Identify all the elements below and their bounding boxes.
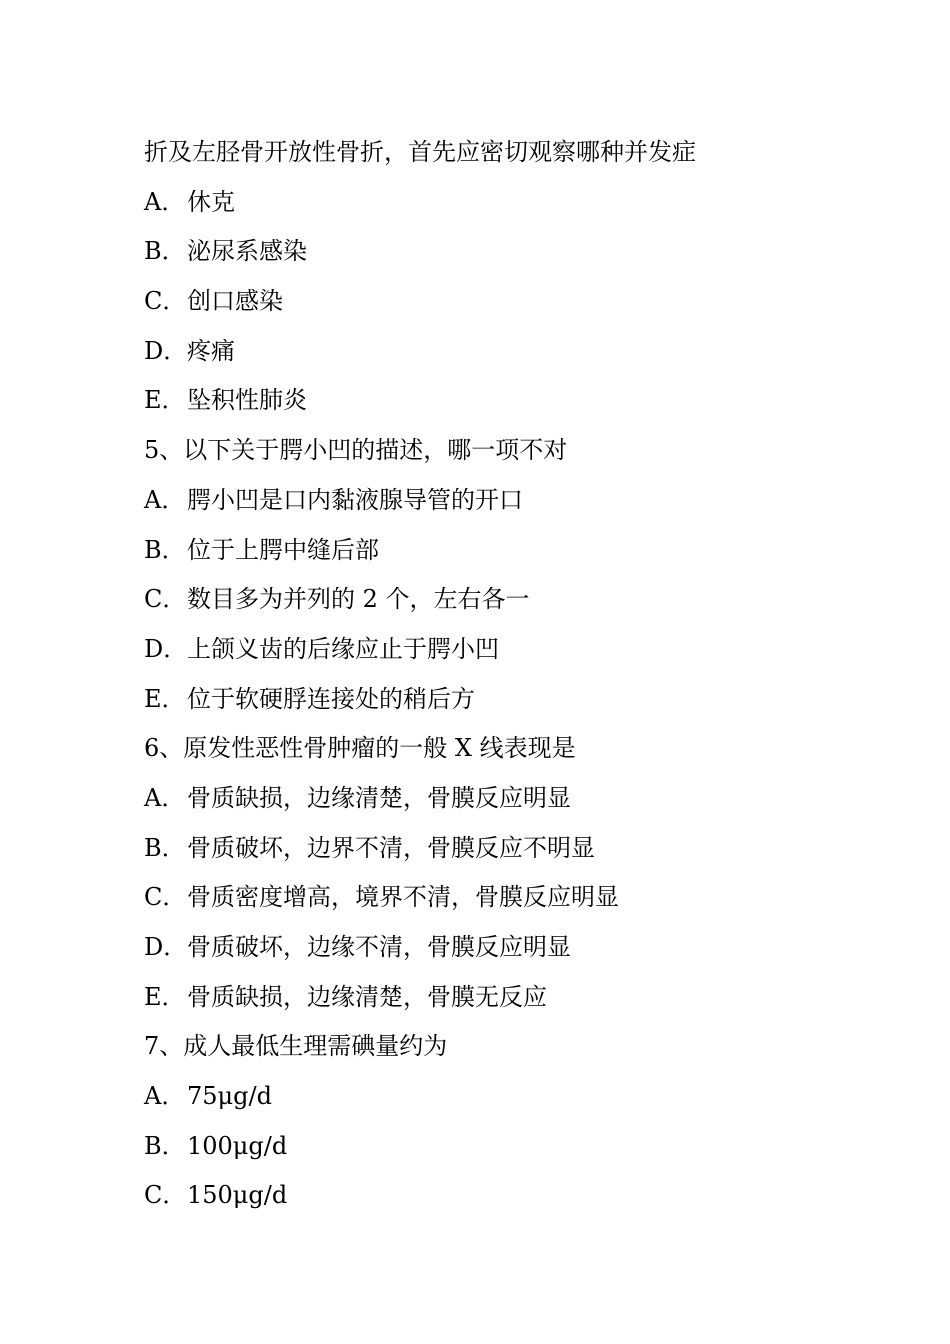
option-letter: E． xyxy=(144,386,186,415)
option-letter: C． xyxy=(144,287,187,316)
option-letter: A． xyxy=(144,1082,186,1111)
option-letter: B． xyxy=(144,237,186,266)
option-text: 150μg/d xyxy=(187,1181,288,1210)
option-d xyxy=(144,625,910,675)
option-text: 骨质破坏，边界不清，骨膜反应不明显 xyxy=(187,833,595,862)
option-e xyxy=(144,376,910,426)
option-b xyxy=(144,1122,910,1172)
option-a xyxy=(144,1072,910,1122)
option-letter: D． xyxy=(144,933,188,961)
option-letter: A． xyxy=(144,187,186,216)
option-letter: E． xyxy=(144,982,186,1011)
option-a xyxy=(144,178,910,228)
option-text: 疼痛 xyxy=(187,336,235,365)
option-c xyxy=(144,277,910,327)
option-d xyxy=(144,327,910,377)
option-letter: E． xyxy=(144,684,186,713)
question-stem-continuation: 折及左胫骨开放性骨折，首先应密切观察哪种并发症 xyxy=(144,138,696,166)
option-text: 骨质破坏，边缘不清，骨膜反应明显 xyxy=(187,933,571,961)
option-e xyxy=(144,675,910,725)
option-letter: A． xyxy=(144,783,186,812)
option-letter: B． xyxy=(144,535,186,564)
option-text: 休克 xyxy=(187,187,235,216)
option-c xyxy=(144,575,910,625)
option-letter: C． xyxy=(144,883,187,912)
option-c xyxy=(144,1171,910,1221)
question-6: 6、原发性恶性骨肿瘤的一般 X 线表现是 xyxy=(144,734,576,763)
option-letter: B． xyxy=(144,833,186,862)
option-letter: B． xyxy=(144,1131,186,1160)
option-text: 100μg/d xyxy=(187,1131,288,1160)
option-letter: C． xyxy=(144,1181,187,1210)
option-text: 骨质缺损，边缘清楚，骨膜无反应 xyxy=(187,982,547,1011)
option-a xyxy=(144,476,910,526)
option-text: 位于上腭中缝后部 xyxy=(187,535,379,564)
option-b xyxy=(144,824,910,874)
option-text: 数目多为并列的 2 个，左右各一 xyxy=(187,585,530,614)
option-text: 骨质密度增高，境界不清，骨膜反应明显 xyxy=(187,883,619,912)
option-letter: C． xyxy=(144,585,187,614)
question-5: 5、以下关于腭小凹的描述，哪一项不对 xyxy=(144,436,568,465)
option-text: 创口感染 xyxy=(187,287,283,316)
option-b xyxy=(144,526,910,576)
document-page xyxy=(144,128,910,1221)
option-text: 腭小凹是口内黏液腺导管的开口 xyxy=(187,485,523,514)
option-text: 骨质缺损，边缘清楚，骨膜反应明显 xyxy=(187,783,571,812)
option-text: 坠积性肺炎 xyxy=(187,386,307,415)
option-e xyxy=(144,973,910,1023)
option-text: 泌尿系感染 xyxy=(187,237,307,266)
option-c xyxy=(144,873,910,923)
option-letter: A． xyxy=(144,485,186,514)
option-text: 位于软硬脬连接处的稍后方 xyxy=(187,684,475,713)
option-b xyxy=(144,227,910,277)
option-letter: D． xyxy=(144,634,188,663)
option-text: 75μg/d xyxy=(187,1082,272,1111)
question-7: 7、成人最低生理需碘量约为 xyxy=(144,1032,448,1061)
option-a xyxy=(144,774,910,824)
option-d xyxy=(144,923,910,973)
option-text: 上颌义齿的后缘应止于腭小凹 xyxy=(187,634,499,663)
option-letter: D． xyxy=(144,336,188,365)
